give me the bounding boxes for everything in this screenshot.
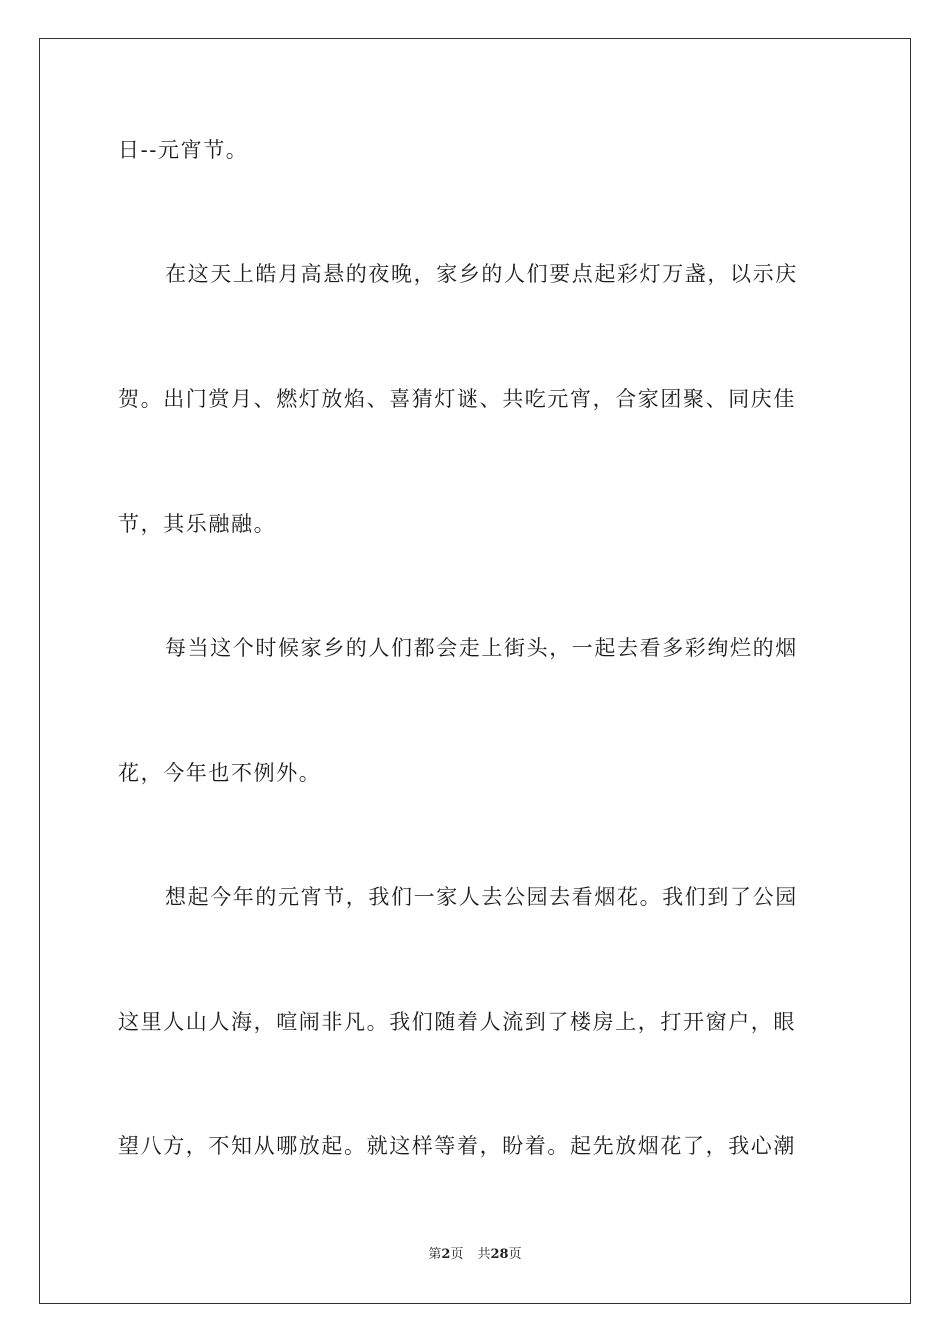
page-label-suffix: 页 — [450, 1247, 464, 1262]
page-border — [39, 38, 911, 1304]
paragraph-first-line: 每当这个时候家乡的人们都会走上街头，一起去看多彩绚烂的烟 — [165, 636, 798, 660]
total-page-count: 28 — [490, 1247, 509, 1262]
paragraph-first-line: 在这天上皓月高悬的夜晚，家乡的人们要点起彩灯万盏，以示庆 — [165, 262, 798, 286]
text-line: 望八方，不知从哪放起。就这样等着，盼着。起先放烟花了，我心潮 — [118, 1134, 796, 1158]
total-label-suffix: 页 — [508, 1247, 522, 1262]
text-line: 这里人山人海，喧闹非凡。我们随着人流到了楼房上，打开窗户，眼 — [118, 1010, 796, 1034]
text-line: 节，其乐融融。 — [118, 512, 277, 536]
page-label-prefix: 第 — [428, 1247, 442, 1262]
text-line: 贺。出门赏月、燃灯放焰、喜猜灯谜、共吃元宵，合家团聚、同庆佳 — [118, 387, 796, 411]
text-line: 日--元宵节。 — [118, 138, 249, 162]
total-label-prefix: 共 — [477, 1247, 491, 1262]
paragraph-first-line: 想起今年的元宵节，我们一家人去公园去看烟花。我们到了公园 — [165, 885, 798, 909]
current-page-number: 2 — [441, 1247, 451, 1262]
page-footer — [0, 1246, 950, 1264]
text-line: 花，今年也不例外。 — [118, 761, 322, 785]
